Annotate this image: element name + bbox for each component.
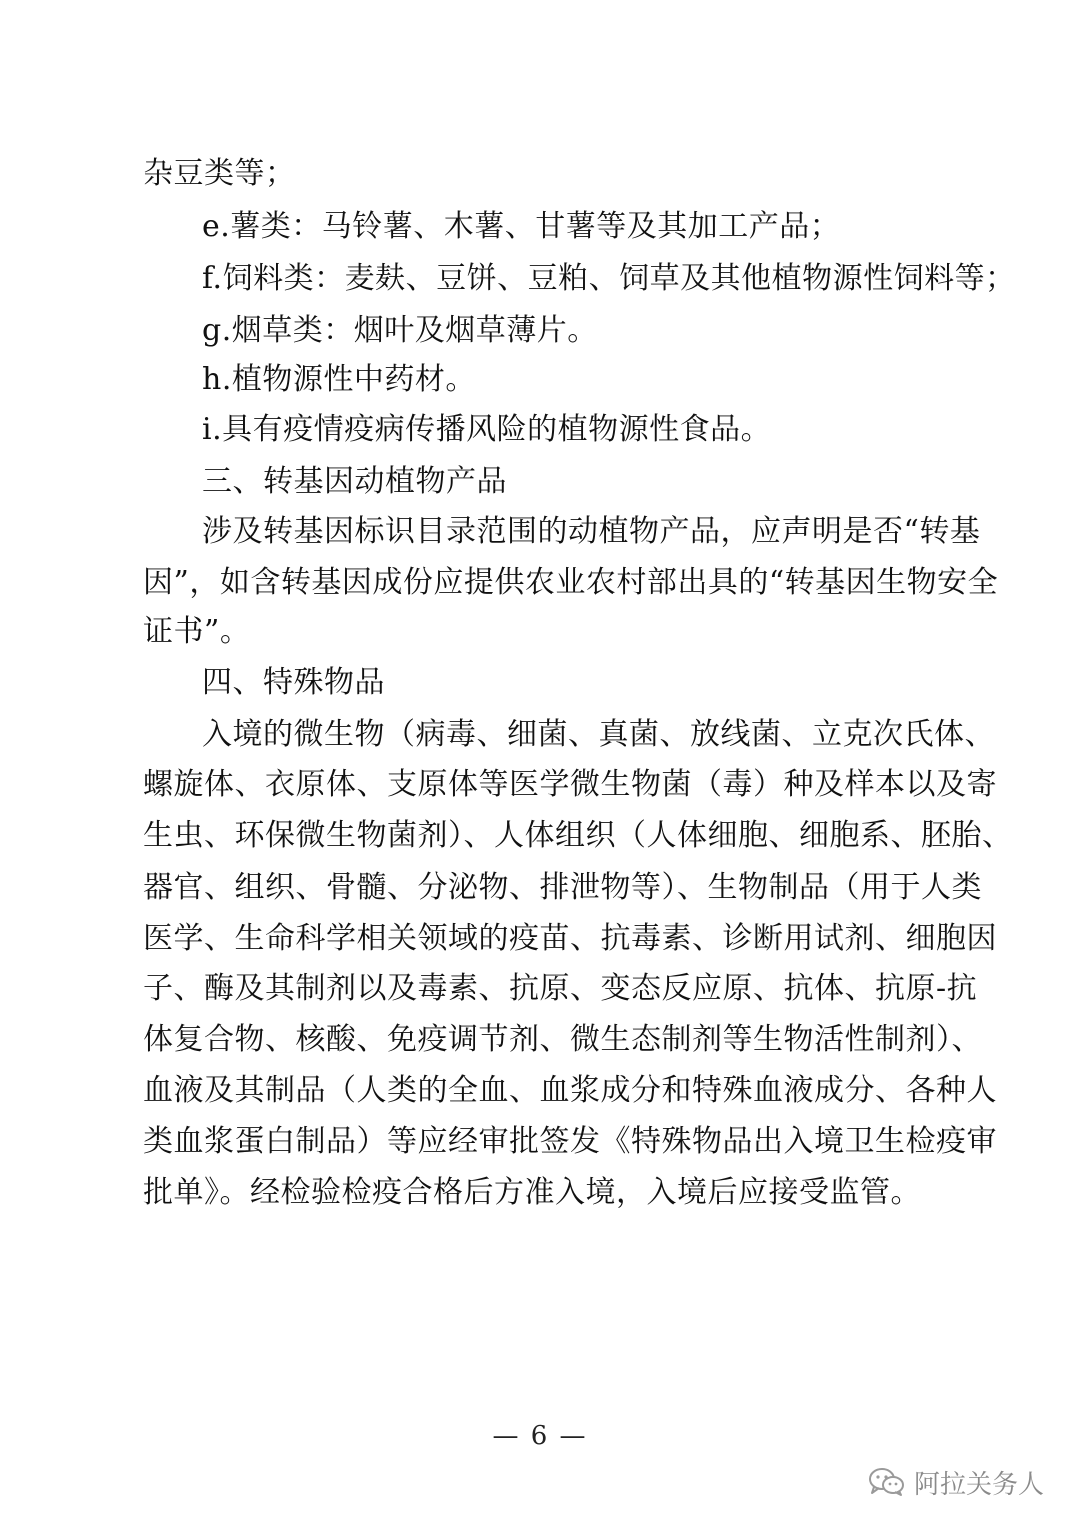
text-line-1: 杂豆类等； (143, 156, 296, 191)
text-line-2: e.薯类：马铃薯、木薯、甘薯等及其加工产品； (202, 209, 841, 244)
text-line-5: h.植物源性中药材。 (202, 362, 476, 397)
text-line-15: 器官、组织、骨髓、分泌物、排泄物等）、生物制品（用于人类 (143, 870, 982, 905)
page-number: — 6 — (492, 1421, 588, 1451)
text-line-9: 因”，如含转基因成份应提供农业农村部出具的“转基因生物安全 (143, 565, 999, 600)
text-line-16: 医学、生命科学相关领域的疫苗、抗毒素、诊断用试剂、细胞因 (143, 921, 997, 956)
text-line-8: 涉及转基因标识目录范围的动植物产品，应声明是否“转基 (202, 514, 981, 549)
text-line-4: g.烟草类：烟叶及烟草薄片。 (202, 313, 598, 348)
text-line-20: 类血浆蛋白制品）等应经审批签发《特殊物品出入境卫生检疫审 (143, 1124, 997, 1159)
section-heading-4: 四、特殊物品 (202, 665, 385, 700)
text-line-12: 入境的微生物（病毒、细菌、真菌、放线菌、立克次氏体、 (202, 717, 995, 752)
text-line-19: 血液及其制品（人类的全血、血浆成分和特殊血液成分、各种人 (143, 1073, 997, 1108)
text-line-13: 螺旋体、衣原体、支原体等医学微生物菌（毒）种及样本以及寄 (143, 767, 997, 802)
text-line-18: 体复合物、核酸、免疫调节剂、微生态制剂等生物活性制剂）、 (143, 1022, 982, 1057)
text-line-6: i.具有疫情疫病传播风险的植物源性食品。 (202, 412, 772, 447)
text-line-3: f.饲料类：麦麸、豆饼、豆粕、饲草及其他植物源性饲料等； (202, 261, 1016, 296)
watermark (868, 1462, 1044, 1502)
text-line-10: 证书”。 (143, 614, 251, 649)
text-line-17: 子、酶及其制剂以及毒素、抗原、变态反应原、抗体、抗原-抗 (143, 971, 978, 1006)
section-heading-3: 三、转基因动植物产品 (202, 464, 507, 499)
watermark-text: 阿拉关务人 (913, 1469, 1044, 1500)
text-line-21: 批单》。经检验检疫合格后方准入境，入境后应接受监管。 (143, 1175, 921, 1210)
text-line-14: 生虫、环保微生物菌剂）、人体组织（人体细胞、细胞系、胚胎、 (143, 818, 1013, 853)
wechat-icon (868, 1467, 906, 1497)
